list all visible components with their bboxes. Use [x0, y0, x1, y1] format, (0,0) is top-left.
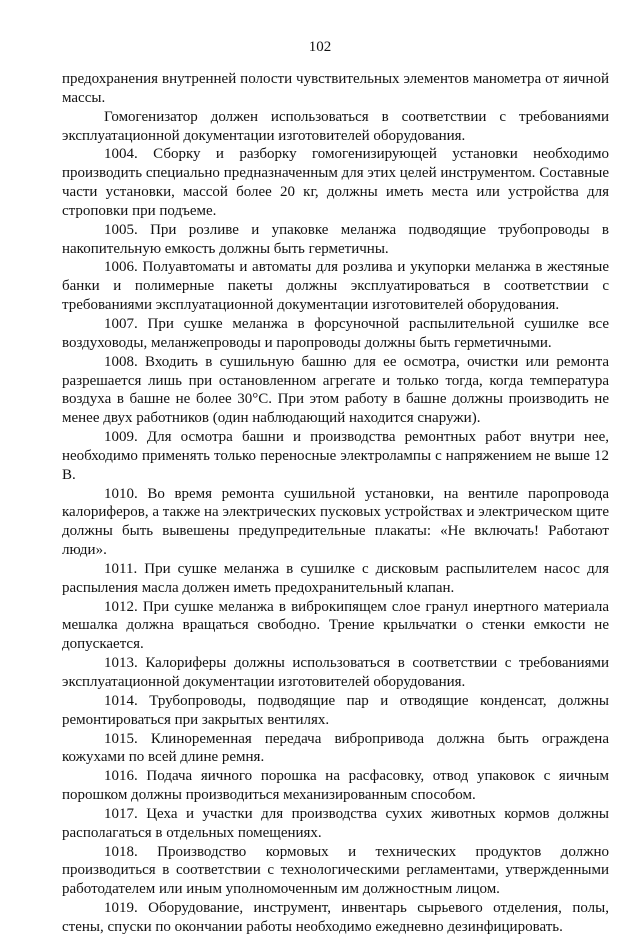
- document-body: [62, 70, 609, 937]
- paragraph-1011: 1011. При сушке меланжа в сушилке с дисковым распылителем насос для распыления масла должен иметь предохранительный клапан.: [62, 560, 609, 596]
- paragraph-1009: 1009. Для осмотра башни и производства ремонтных работ внутри нее, необходимо применять только переносные электролампы с напряжением не выше 12 В.: [62, 429, 609, 483]
- paragraph-1005: 1005. При розливе и упаковке меланжа подводящие трубопроводы в накопительную емкость должны быть герметичны.: [62, 221, 609, 257]
- page-number: 102: [308, 39, 332, 55]
- paragraph-1017: 1017. Цеха и участки для производства сухих животных кормов должны располагаться в отдельных помещениях.: [62, 805, 609, 841]
- paragraph-1008: 1008. Входить в сушильную башню для ее осмотра, очистки или ремонта разрешается лишь при остановленном агрегате и только тогда, когда температура воздуха в башне не более 30°С. При этом работу в башне должны производить не менее двух работников (один наблюдающий находится снаружи).: [62, 353, 609, 427]
- paragraph-1010: 1010. Во время ремонта сушильной установки, на вентиле паропровода калориферов, а также на электрических пусковых устройствах и электрическом щите должны быть вывешены предупредительные плакаты: «Не включать! Работают люди».: [62, 485, 609, 559]
- paragraph-1018: 1018. Производство кормовых и технических продуктов должно производиться в соответствии с технологическими регламентами, утвержденными работодателем или иным уполномоченным им должностным лицом.: [62, 843, 609, 898]
- paragraph-1016: 1016. Подача яичного порошка на расфасовку, отвод упаковок с яичным порошком должны производиться механизированным способом.: [62, 768, 609, 804]
- paragraph-homogenizer: Гомогенизатор должен использоваться в соответствии с требованиями эксплуатационной документации изготовителей оборудования.: [62, 108, 609, 144]
- paragraph-1006: 1006. Полуавтоматы и автоматы для розлива и укупорки меланжа в жестяные банки и полимерные пакеты должны эксплуатироваться в соответствии с требованиями эксплуатационной документации изготовителей оборудования.: [62, 259, 609, 314]
- paragraph-1004: 1004. Сборку и разборку гомогенизирующей установки необходимо производить специально предназначенным для этих целей инструментом. Составные части установки, массой более 20 кг, должны иметь места или устройства для строповки при подъеме.: [62, 146, 609, 219]
- paragraph-1012: 1012. При сушке меланжа в виброкипящем слое гранул инертного материала мешалка должна вращаться свободно. Трение крыльчатки о стенки емкости не допускается.: [62, 598, 609, 653]
- paragraph-1013: 1013. Калориферы должны использоваться в соответствии с требованиями эксплуатационной документации изготовителей оборудования.: [62, 655, 609, 690]
- paragraph-1007: 1007. При сушке меланжа в форсуночной распылительной сушилке все воздуховоды, меланжепроводы и паропроводы должны быть герметичными.: [62, 315, 609, 351]
- paragraph-1019: 1019. Оборудование, инструмент, инвентарь сырьевого отделения, полы, стены, спуски по окончании работы необходимо ежедневно дезинфицировать.: [62, 900, 609, 935]
- paragraph-1015: 1015. Клиноременная передача вибропривода должна быть ограждена кожухами по всей длине ремня.: [62, 730, 609, 766]
- paragraph-1014: 1014. Трубопроводы, подводящие пар и отводящие конденсат, должны ремонтироваться при закрытых вентилях.: [62, 692, 609, 728]
- paragraph-continuation: предохранения внутренней полости чувствительных элементов манометра от яичной массы.: [62, 71, 609, 106]
